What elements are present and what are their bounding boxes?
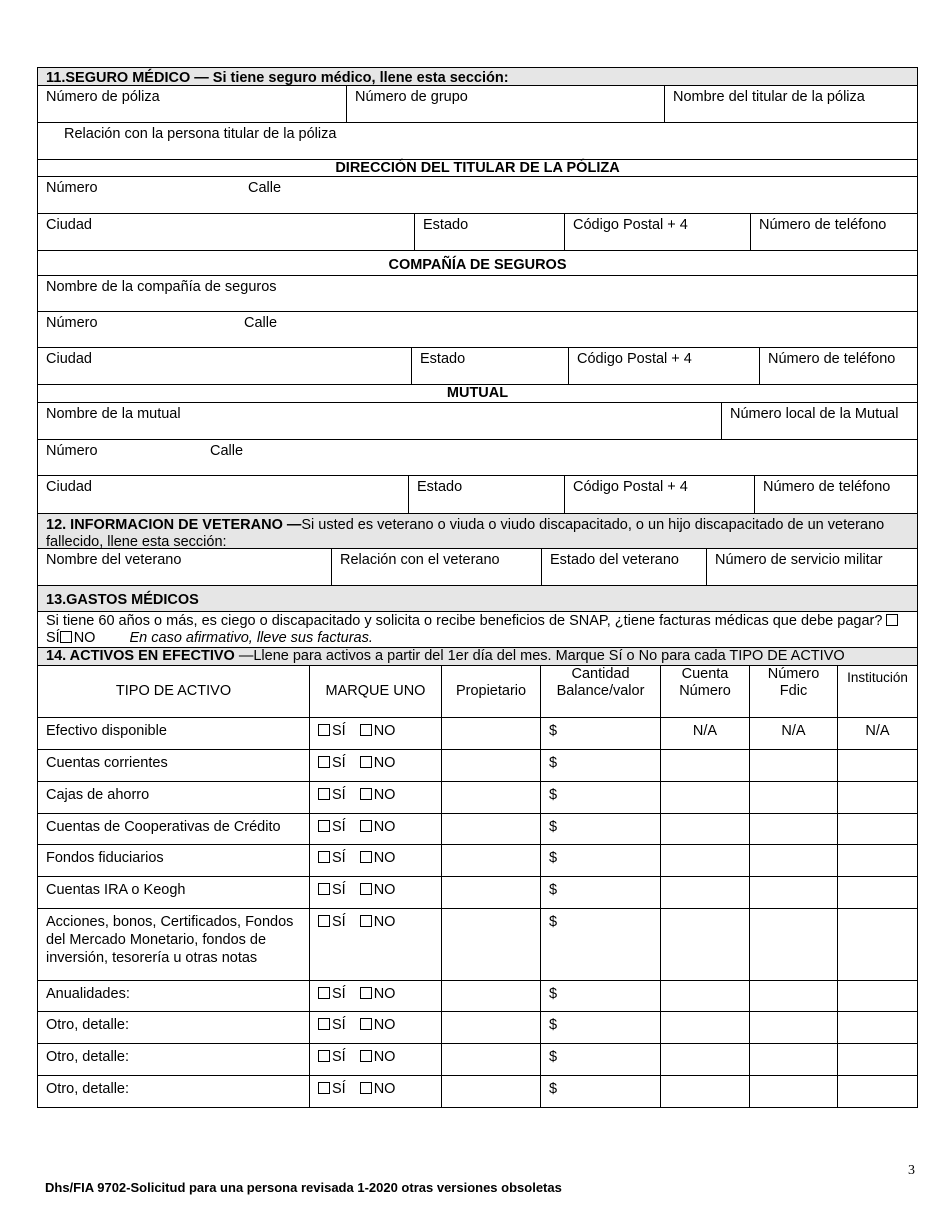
asset-no-label: NO (373, 723, 396, 739)
asset-yes-label: SÍ (332, 755, 346, 771)
section-12-header (37, 514, 918, 549)
asset-row (37, 782, 918, 814)
asset-account-number-field[interactable] (660, 909, 749, 980)
asset-type-label: Cajas de ahorro (46, 787, 150, 803)
asset-yes-checkbox[interactable] (318, 1018, 330, 1030)
header-amount: Cantidad Balance/valor (540, 666, 660, 717)
group-number-field[interactable]: Número de grupo (346, 86, 664, 122)
holder-zip-field[interactable]: Código Postal + 4 (564, 214, 750, 250)
asset-no-checkbox[interactable] (360, 788, 372, 800)
asset-fdic-number-field[interactable] (749, 981, 837, 1011)
medical-no-label: NO (73, 630, 96, 646)
holder-address-header (37, 160, 918, 177)
veteran-name-field[interactable]: Nombre del veterano (46, 552, 182, 568)
asset-institution-field[interactable] (837, 845, 917, 876)
mutual-name-field[interactable]: Nombre de la mutual (46, 406, 181, 422)
asset-owner-field[interactable] (441, 1044, 540, 1075)
asset-account-number-field[interactable] (660, 1044, 749, 1075)
asset-owner-field[interactable] (441, 877, 540, 908)
mutual-city-field[interactable]: Ciudad (46, 479, 92, 495)
asset-yes-label: SÍ (332, 1081, 346, 1097)
asset-row (37, 909, 918, 981)
company-street-row (37, 312, 918, 348)
asset-mark-one (309, 750, 441, 781)
asset-type-label: Otro, detalle: (46, 1081, 130, 1097)
asset-mark-one (309, 1076, 441, 1107)
holder-city-field[interactable]: Ciudad (46, 217, 92, 233)
holder-phone-field[interactable]: Número de teléfono (750, 214, 917, 250)
asset-mark-one (309, 718, 441, 749)
company-title: COMPAÑÍA DE SEGUROS (388, 257, 567, 273)
asset-account-number-field[interactable] (660, 1012, 749, 1043)
dollar-sign: $ (549, 1017, 558, 1033)
mutual-name-row (37, 403, 918, 440)
mutual-title: MUTUAL (446, 385, 509, 401)
asset-yes-label: SÍ (332, 1049, 346, 1065)
holder-city-row (37, 214, 918, 251)
asset-no-checkbox[interactable] (360, 756, 372, 768)
section-11-title: 11.SEGURO MÉDICO — Si tiene seguro médico, llene esta sección: (46, 70, 509, 86)
holder-relation-field[interactable]: Relación con la persona titular de la póliza (64, 126, 337, 142)
section-12-title-bold: 12. INFORMACION DE VETERANO — (46, 517, 302, 533)
na-label: N/A (781, 723, 806, 739)
asset-institution-field[interactable] (837, 1012, 917, 1043)
mutual-phone-field[interactable]: Número de teléfono (754, 476, 917, 513)
asset-institution-field[interactable] (837, 782, 917, 813)
asset-institution-field[interactable] (837, 750, 917, 781)
asset-no-label: NO (373, 986, 396, 1002)
asset-no-label: NO (373, 755, 396, 771)
holder-address-title: DIRECCIÓN DEL TITULAR DE LA PÓLIZA (335, 160, 620, 176)
asset-owner-field[interactable] (441, 750, 540, 781)
asset-no-label: NO (373, 1049, 396, 1065)
asset-amount-field[interactable] (540, 909, 660, 980)
asset-no-checkbox[interactable] (360, 820, 372, 832)
asset-account-number-field[interactable] (660, 750, 749, 781)
asset-account-number-field[interactable] (660, 981, 749, 1011)
na-label: N/A (692, 723, 718, 739)
asset-mark-one (309, 782, 441, 813)
asset-row (37, 1044, 918, 1076)
section-14-header (37, 648, 918, 666)
asset-no-checkbox[interactable] (360, 883, 372, 895)
asset-type-label: Cuentas IRA o Keogh (46, 882, 186, 898)
asset-mark-one (309, 814, 441, 844)
header-mark-one: MARQUE UNO (309, 666, 441, 717)
asset-no-label: NO (373, 819, 396, 835)
veteran-row (37, 549, 918, 586)
asset-yes-checkbox[interactable] (318, 915, 330, 927)
asset-account-number-field[interactable] (660, 1076, 749, 1107)
asset-type-label: Fondos fiduciarios (46, 850, 164, 866)
company-state-field[interactable]: Estado (411, 348, 568, 384)
asset-owner-field[interactable] (441, 718, 540, 749)
holder-number-field[interactable]: Número (46, 180, 98, 196)
asset-account-number-field[interactable] (660, 814, 749, 844)
asset-owner-field[interactable] (441, 782, 540, 813)
asset-type-label: Acciones, bonos, Certificados, Fondos del Mercado Monetario, fondos de inversión, tesorería u otras notas (46, 914, 294, 966)
company-name-row (37, 276, 918, 312)
policy-row (37, 86, 918, 123)
dollar-sign: $ (549, 819, 558, 835)
asset-type-label: Otro, detalle: (46, 1049, 130, 1065)
medical-yes-label: SÍ (46, 630, 60, 646)
asset-amount-field[interactable] (540, 981, 660, 1011)
page-number: 3 (908, 1163, 915, 1178)
section-14-title-bold: 14. ACTIVOS EN EFECTIVO (46, 648, 235, 664)
header-owner: Propietario (441, 666, 540, 717)
medical-no-checkbox[interactable] (60, 631, 72, 643)
asset-fdic-number-field[interactable] (749, 814, 837, 844)
asset-row (37, 814, 918, 845)
asset-institution-field[interactable] (837, 909, 917, 980)
asset-rows (37, 718, 918, 1108)
asset-yes-label: SÍ (332, 819, 346, 835)
asset-no-checkbox[interactable] (360, 1018, 372, 1030)
header-asset-type: TIPO DE ACTIVO (115, 683, 232, 699)
asset-yes-label: SÍ (332, 914, 346, 930)
dollar-sign: $ (549, 914, 558, 930)
asset-fdic-number-field[interactable] (749, 750, 837, 781)
dollar-sign: $ (549, 986, 558, 1002)
section-11-header (37, 67, 918, 86)
mutual-street-field[interactable]: Calle (210, 443, 244, 459)
asset-amount-field[interactable] (540, 718, 660, 749)
asset-no-label: NO (373, 787, 396, 803)
asset-type-label: Cuentas corrientes (46, 755, 168, 771)
company-phone-field[interactable]: Número de teléfono (759, 348, 917, 384)
asset-no-checkbox[interactable] (360, 1082, 372, 1094)
form-footer: Dhs/FIA 9702-Solicitud para una persona revisada 1-2020 otras versiones obsoletas (45, 1180, 562, 1195)
asset-fdic-number-field[interactable] (749, 1044, 837, 1075)
header-fdic-number: Número Fdic (749, 666, 837, 717)
asset-row (37, 1076, 918, 1108)
section-13-header (37, 586, 918, 612)
asset-yes-label: SÍ (332, 1017, 346, 1033)
asset-type-label: Otro, detalle: (46, 1017, 130, 1033)
veteran-status-field[interactable]: Estado del veterano (541, 549, 706, 585)
asset-fdic-number-field[interactable] (749, 782, 837, 813)
asset-yes-checkbox[interactable] (318, 1050, 330, 1062)
company-city-row (37, 348, 918, 385)
asset-row (37, 981, 918, 1012)
mutual-city-row (37, 476, 918, 514)
relation-row (37, 123, 918, 160)
asset-amount-field[interactable] (540, 1012, 660, 1043)
asset-owner-field[interactable] (441, 814, 540, 844)
asset-amount-field[interactable] (540, 877, 660, 908)
asset-account-number-field[interactable] (660, 877, 749, 908)
asset-yes-checkbox[interactable] (318, 883, 330, 895)
policy-holder-name-field[interactable]: Nombre del titular de la póliza (664, 86, 917, 122)
asset-yes-label: SÍ (332, 986, 346, 1002)
holder-state-field[interactable]: Estado (414, 214, 564, 250)
dollar-sign: $ (549, 723, 558, 739)
holder-street-row (37, 177, 918, 214)
asset-amount-field[interactable] (540, 750, 660, 781)
mutual-zip-field[interactable]: Código Postal + 4 (564, 476, 754, 513)
asset-mark-one (309, 877, 441, 908)
asset-no-checkbox[interactable] (360, 1050, 372, 1062)
medical-expenses-question: Si tiene 60 años o más, es ciego o discapacitado y solicita o recibe beneficios de SNAP, ¿tiene facturas médicas que debe pagar? (46, 613, 883, 629)
asset-no-label: NO (373, 914, 396, 930)
section-12-title (38, 514, 917, 554)
mutual-street-row (37, 440, 918, 476)
asset-type-label: Cuentas de Cooperativas de Crédito (46, 819, 281, 835)
asset-mark-one (309, 909, 441, 980)
asset-institution-field[interactable] (837, 981, 917, 1011)
section-13-title: 13.GASTOS MÉDICOS (46, 592, 199, 608)
asset-yes-checkbox[interactable] (318, 820, 330, 832)
asset-institution-field[interactable] (837, 877, 917, 908)
asset-fdic-number-field[interactable] (749, 718, 837, 749)
asset-no-checkbox[interactable] (360, 724, 372, 736)
policy-number-field[interactable]: Número de póliza (46, 89, 160, 105)
asset-no-label: NO (373, 882, 396, 898)
header-account-number: Cuenta Número (660, 666, 749, 717)
asset-amount-field[interactable] (540, 782, 660, 813)
asset-owner-field[interactable] (441, 1012, 540, 1043)
medical-expenses-row (37, 612, 918, 648)
na-label: N/A (865, 723, 890, 739)
asset-mark-one (309, 845, 441, 876)
mutual-local-number-field[interactable]: Número local de la Mutual (721, 403, 917, 439)
dollar-sign: $ (549, 787, 558, 803)
asset-yes-label: SÍ (332, 850, 346, 866)
mutual-header (37, 385, 918, 403)
asset-fdic-number-field[interactable] (749, 877, 837, 908)
asset-fdic-number-field[interactable] (749, 845, 837, 876)
asset-yes-checkbox[interactable] (318, 756, 330, 768)
asset-yes-checkbox[interactable] (318, 724, 330, 736)
asset-row (37, 718, 918, 750)
asset-owner-field[interactable] (441, 1076, 540, 1107)
asset-amount-field[interactable] (540, 1044, 660, 1075)
asset-account-number-field[interactable] (660, 845, 749, 876)
medical-note: En caso afirmativo, lleve sus facturas. (129, 630, 373, 646)
company-street-field[interactable]: Calle (244, 315, 278, 331)
asset-no-checkbox[interactable] (360, 915, 372, 927)
dollar-sign: $ (549, 882, 558, 898)
asset-no-label: NO (373, 1081, 396, 1097)
company-name-field[interactable]: Nombre de la compañía de seguros (46, 279, 277, 295)
asset-yes-checkbox[interactable] (318, 851, 330, 863)
mutual-number-field[interactable]: Número (46, 443, 98, 459)
application-form (37, 67, 918, 1108)
asset-fdic-number-field[interactable] (749, 1012, 837, 1043)
section-14-title (38, 648, 917, 665)
mutual-state-field[interactable]: Estado (408, 476, 564, 513)
medical-yes-checkbox[interactable] (886, 614, 898, 626)
veteran-relation-field[interactable]: Relación con el veterano (331, 549, 541, 585)
asset-mark-one (309, 1044, 441, 1075)
asset-yes-checkbox[interactable] (318, 1082, 330, 1094)
dollar-sign: $ (549, 1081, 558, 1097)
asset-account-number-field[interactable] (660, 718, 749, 749)
asset-fdic-number-field[interactable] (749, 1076, 837, 1107)
asset-institution-field[interactable] (837, 814, 917, 844)
asset-mark-one (309, 981, 441, 1011)
section-14-title-text: —Llene para activos a partir del 1er día del mes. Marque Sí o No para cada TIPO DE ACTIVO (234, 648, 845, 664)
asset-institution-field[interactable] (837, 718, 917, 749)
asset-institution-field[interactable] (837, 1076, 917, 1107)
company-number-field[interactable]: Número (46, 315, 98, 331)
asset-no-label: NO (373, 850, 396, 866)
company-header (37, 251, 918, 276)
asset-type-label: Efectivo disponible (46, 723, 167, 739)
asset-no-label: NO (373, 1017, 396, 1033)
holder-street-field[interactable]: Calle (248, 180, 282, 196)
header-institution: Institución (837, 666, 917, 717)
dollar-sign: $ (549, 1049, 558, 1065)
asset-row (37, 1012, 918, 1044)
asset-row (37, 877, 918, 909)
asset-no-checkbox[interactable] (360, 987, 372, 999)
dollar-sign: $ (549, 755, 558, 771)
asset-yes-label: SÍ (332, 787, 346, 803)
asset-yes-checkbox[interactable] (318, 788, 330, 800)
asset-no-checkbox[interactable] (360, 851, 372, 863)
company-city-field[interactable]: Ciudad (46, 351, 92, 367)
medical-expenses-question-block (38, 612, 917, 648)
asset-amount-field[interactable] (540, 845, 660, 876)
asset-owner-field[interactable] (441, 845, 540, 876)
asset-mark-one (309, 1012, 441, 1043)
asset-row (37, 750, 918, 782)
assets-table-header (37, 666, 918, 718)
company-zip-field[interactable]: Código Postal + 4 (568, 348, 759, 384)
asset-yes-label: SÍ (332, 723, 346, 739)
asset-owner-field[interactable] (441, 909, 540, 980)
asset-amount-field[interactable] (540, 814, 660, 844)
asset-amount-field[interactable] (540, 1076, 660, 1107)
section-12-title-text: Si usted es veterano o viuda o viudo discapacitado, o un hijo discapacitado de un veterano fallecido, llene esta sección: (46, 517, 885, 550)
asset-account-number-field[interactable] (660, 782, 749, 813)
dollar-sign: $ (549, 850, 558, 866)
asset-institution-field[interactable] (837, 1044, 917, 1075)
asset-yes-checkbox[interactable] (318, 987, 330, 999)
asset-type-label: Anualidades: (46, 986, 130, 1002)
asset-owner-field[interactable] (441, 981, 540, 1011)
asset-yes-label: SÍ (332, 882, 346, 898)
asset-fdic-number-field[interactable] (749, 909, 837, 980)
asset-row (37, 845, 918, 877)
service-number-field[interactable]: Número de servicio militar (706, 549, 917, 585)
